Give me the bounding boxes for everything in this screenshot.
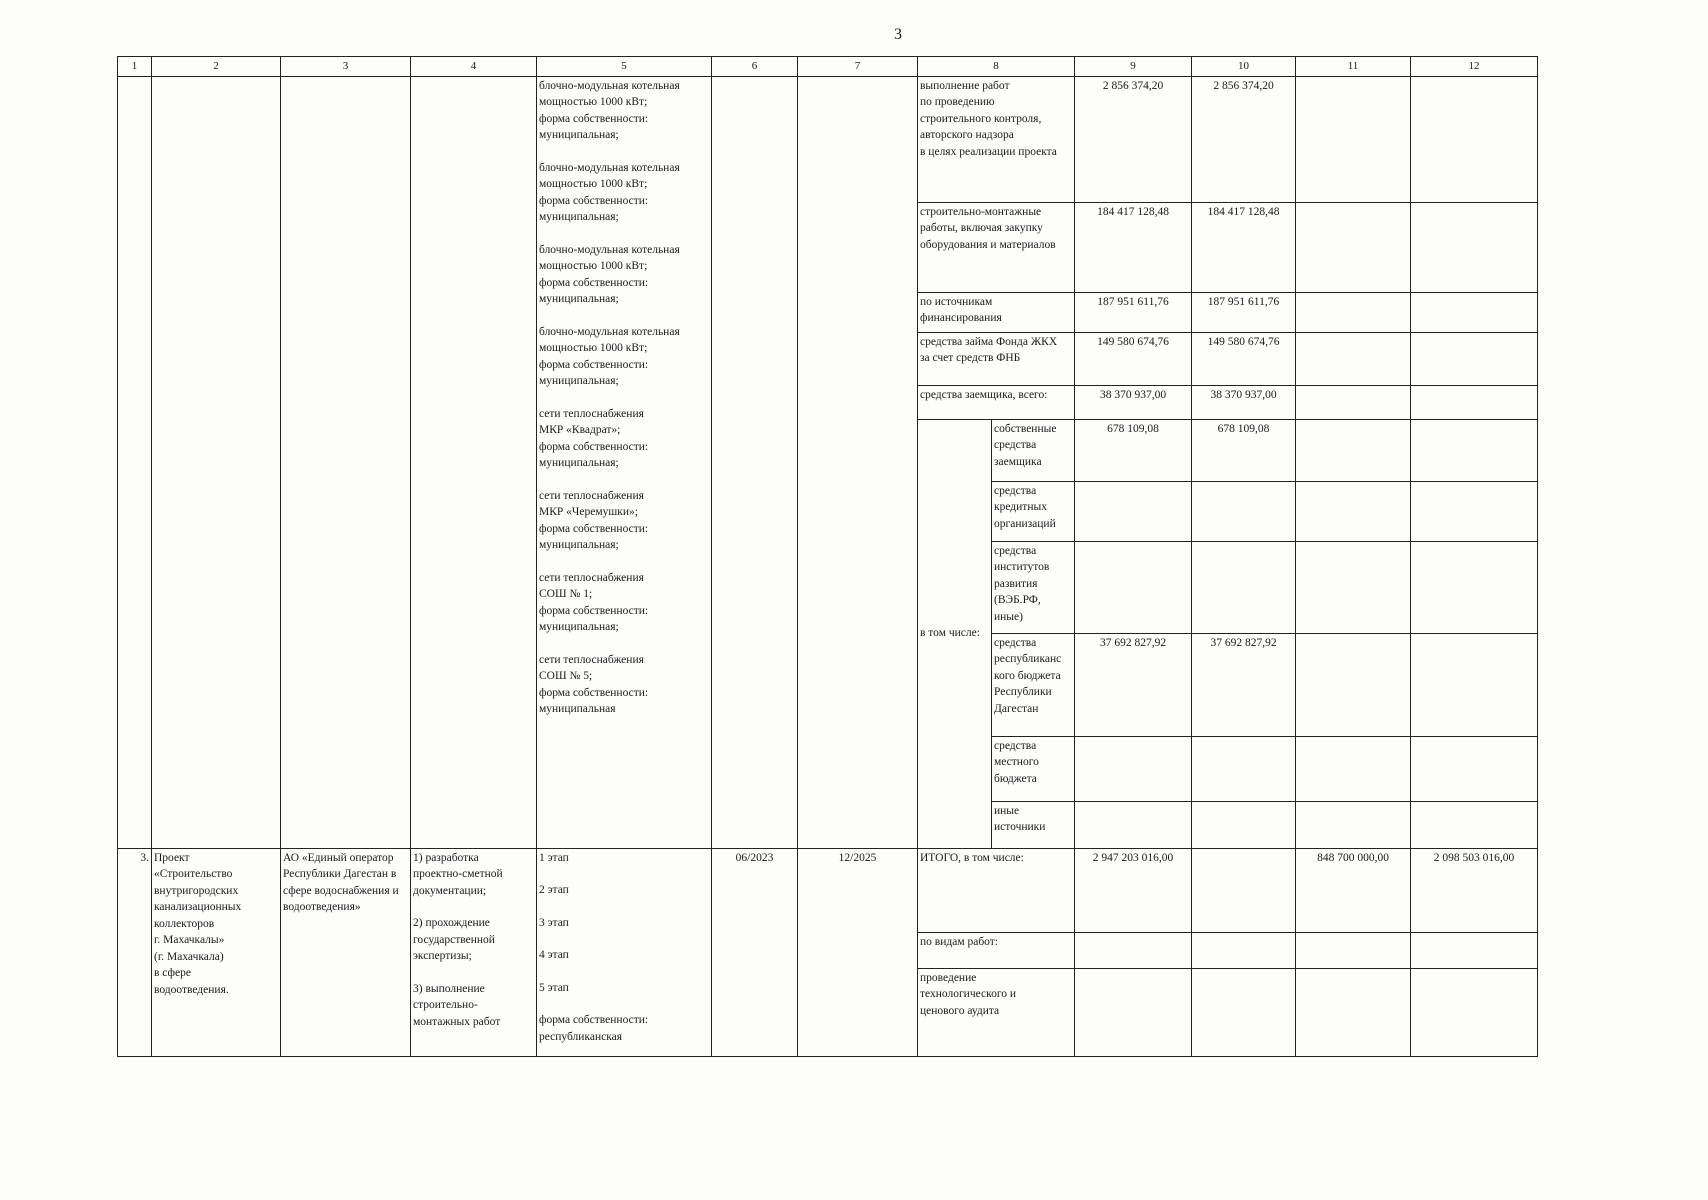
supervision-label: выполнение работ по проведению строительного контроля, авторского надзора в целях реализации проекта xyxy=(918,76,1075,202)
total-col9: 2 947 203 016,00 xyxy=(1075,848,1192,932)
cell-empty xyxy=(1411,541,1538,633)
project-stages: 1 этап 2 этап 3 этап 4 этап 5 этап форма собственности: республиканская xyxy=(537,848,712,1056)
project-name: Проект «Строительство внутригородских канализационных коллекторов г. Махачкалы» (г. Махачкала) в сфере водоотведения. xyxy=(152,848,281,1056)
cell-empty xyxy=(1411,968,1538,1056)
cell-empty xyxy=(1296,76,1411,202)
stage-item: 4 этап xyxy=(539,949,569,961)
cell-empty xyxy=(1296,332,1411,385)
project-number: 3. xyxy=(118,848,152,1056)
breakdown-col9 xyxy=(1075,736,1192,801)
stage-item: 3 этап xyxy=(539,916,569,929)
cell-empty xyxy=(1296,633,1411,736)
col-header-4: 4 xyxy=(411,57,537,77)
col-header-9: 9 xyxy=(1075,57,1192,77)
table-row xyxy=(118,76,1538,202)
breakdown-col10: 37 692 827,92 xyxy=(1192,633,1296,736)
cell-empty xyxy=(1296,481,1411,541)
project-activities: 1) разработка проектно-сметной документации; 2) прохождение государственной экспертизы; 3) выполнение строительно- монтажных работ xyxy=(411,848,537,1056)
cell-empty xyxy=(1192,932,1296,968)
cell-empty xyxy=(1411,801,1538,848)
col-header-10: 10 xyxy=(1192,57,1296,77)
cell-empty xyxy=(1296,419,1411,481)
cell-empty xyxy=(1296,932,1411,968)
cell-empty xyxy=(1411,419,1538,481)
cell-c4-empty xyxy=(411,76,537,848)
total-label: ИТОГО, в том числе: xyxy=(918,848,1075,932)
cell-c1-empty xyxy=(118,76,152,848)
cell-empty xyxy=(1296,202,1411,292)
project-end-date: 12/2025 xyxy=(798,848,918,1056)
col-header-7: 7 xyxy=(798,57,918,77)
cell-empty xyxy=(1411,76,1538,202)
cell-c2-empty xyxy=(152,76,281,848)
project-operator: АО «Единый оператор Республики Дагестан в сфере водоснабжения и водоотведения» xyxy=(281,848,411,1056)
cell-empty xyxy=(1411,736,1538,801)
col-header-12: 12 xyxy=(1411,57,1538,77)
table-row xyxy=(118,848,1538,932)
cell-empty xyxy=(1411,932,1538,968)
cell-empty xyxy=(1411,332,1538,385)
cell-empty xyxy=(1296,385,1411,419)
cell-empty xyxy=(1296,292,1411,332)
borrower-funds-col9: 38 370 937,00 xyxy=(1075,385,1192,419)
col-header-11: 11 xyxy=(1296,57,1411,77)
object-entry: сети теплоснабжения СОШ № 5; форма собственности: муниципальная xyxy=(539,653,649,715)
object-entry: блочно-модульная котельная мощностью 1000 кВт; форма собственности: муниципальная; xyxy=(539,243,680,305)
object-entry: сети теплоснабжения МКР «Квадрат»; форма собственности: муниципальная; xyxy=(539,407,649,469)
col-header-5: 5 xyxy=(537,57,712,77)
cell-empty xyxy=(1296,736,1411,801)
object-entry: сети теплоснабжения СОШ № 1; форма собственности: муниципальная; xyxy=(539,571,649,633)
including-label: в том числе: xyxy=(918,419,992,848)
cell-c7-empty xyxy=(798,76,918,848)
breakdown-label: иные источники xyxy=(992,801,1075,848)
construction-col10: 184 417 128,48 xyxy=(1192,202,1296,292)
col-header-6: 6 xyxy=(712,57,798,77)
object-entry: сети теплоснабжения МКР «Черемушки»; форма собственности: муниципальная; xyxy=(539,489,649,551)
col-header-2: 2 xyxy=(152,57,281,77)
breakdown-label: средства местного бюджета xyxy=(992,736,1075,801)
borrower-funds-col10: 38 370 937,00 xyxy=(1192,385,1296,419)
breakdown-label: собственные средства заемщика xyxy=(992,419,1075,481)
breakdown-col10 xyxy=(1192,481,1296,541)
cell-empty xyxy=(1411,385,1538,419)
object-entry: блочно-модульная котельная мощностью 1000 кВт; форма собственности: муниципальная; xyxy=(539,79,680,141)
breakdown-col10 xyxy=(1192,801,1296,848)
cell-empty xyxy=(1192,968,1296,1056)
cell-empty xyxy=(1075,932,1192,968)
breakdown-col10 xyxy=(1192,541,1296,633)
object-entry: блочно-модульная котельная мощностью 1000 кВт; форма собственности: муниципальная; xyxy=(539,161,680,223)
total-col12: 2 098 503 016,00 xyxy=(1411,848,1538,932)
supervision-col10: 2 856 374,20 xyxy=(1192,76,1296,202)
cell-empty xyxy=(1411,481,1538,541)
cell-empty xyxy=(1411,633,1538,736)
audit-label: проведение технологического и ценового аудита xyxy=(918,968,1075,1056)
stage-item: 1 этап xyxy=(539,851,569,864)
sources-label: по источникам финансирования xyxy=(918,292,1075,332)
breakdown-col9 xyxy=(1075,801,1192,848)
construction-label: строительно-монтажные работы, включая закупку оборудования и материалов xyxy=(918,202,1075,292)
breakdown-col9 xyxy=(1075,541,1192,633)
breakdown-col9 xyxy=(1075,481,1192,541)
breakdown-col10 xyxy=(1192,736,1296,801)
supervision-col9: 2 856 374,20 xyxy=(1075,76,1192,202)
sources-col10: 187 951 611,76 xyxy=(1192,292,1296,332)
objects-list-cell xyxy=(537,76,712,848)
col-header-1: 1 xyxy=(118,57,152,77)
cell-empty xyxy=(1411,202,1538,292)
cell-empty xyxy=(1296,968,1411,1056)
borrower-funds-label: средства заемщика, всего: xyxy=(918,385,1075,419)
sources-col9: 187 951 611,76 xyxy=(1075,292,1192,332)
col-header-3: 3 xyxy=(281,57,411,77)
investment-projects-table xyxy=(117,56,1538,1057)
column-number-row xyxy=(118,57,1538,77)
project-start-date: 06/2023 xyxy=(712,848,798,1056)
breakdown-label: средства кредитных организаций xyxy=(992,481,1075,541)
fund-loan-label: средства займа Фонда ЖКХ за счет средств ФНБ xyxy=(918,332,1075,385)
object-entry: блочно-модульная котельная мощностью 1000 кВт; форма собственности: муниципальная; xyxy=(539,325,680,387)
page-number: 3 xyxy=(894,26,902,43)
fund-loan-col9: 149 580 674,76 xyxy=(1075,332,1192,385)
breakdown-label: средства республиканс кого бюджета Республики Дагестан xyxy=(992,633,1075,736)
total-col11: 848 700 000,00 xyxy=(1296,848,1411,932)
cell-c6-empty xyxy=(712,76,798,848)
breakdown-col10: 678 109,08 xyxy=(1192,419,1296,481)
cell-empty xyxy=(1075,968,1192,1056)
breakdown-col9: 37 692 827,92 xyxy=(1075,633,1192,736)
cell-empty xyxy=(1296,801,1411,848)
fund-loan-col10: 149 580 674,76 xyxy=(1192,332,1296,385)
col-header-8: 8 xyxy=(918,57,1075,77)
total-col10 xyxy=(1192,848,1296,932)
cell-c3-empty xyxy=(281,76,411,848)
by-type-label: по видам работ: xyxy=(918,932,1075,968)
stage-item: 5 этап xyxy=(539,981,569,994)
construction-col9: 184 417 128,48 xyxy=(1075,202,1192,292)
stage-item: 2 этап xyxy=(539,884,569,896)
cell-empty xyxy=(1296,541,1411,633)
breakdown-col9: 678 109,08 xyxy=(1075,419,1192,481)
cell-empty xyxy=(1411,292,1538,332)
breakdown-label: средства институтов развития (ВЭБ.РФ, иные) xyxy=(992,541,1075,633)
